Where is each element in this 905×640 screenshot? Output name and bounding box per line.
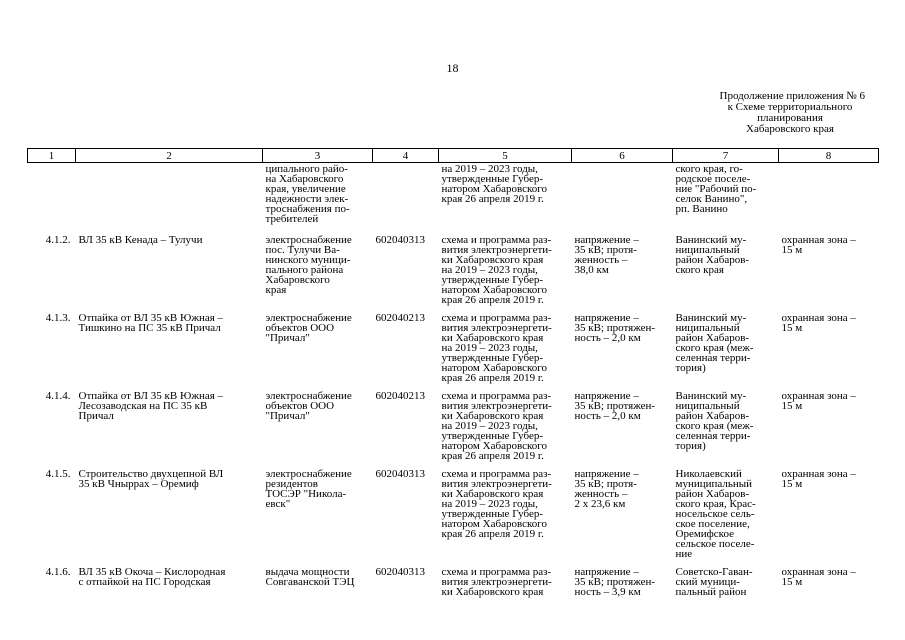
object-code: 602040313 bbox=[375, 234, 425, 246]
appendix-line: планирования bbox=[757, 112, 823, 124]
object-characteristics: напряжение – 35 кВ; протяжен- ность – 3,9 км bbox=[574, 566, 656, 598]
object-zone bbox=[779, 163, 879, 236]
object-characteristics: напряжение – 35 кВ; протяжен- ность – 2,0 км bbox=[574, 390, 656, 422]
object-purpose: электроснабжение резидентов ТОСЭР "Никола- евск" bbox=[265, 468, 352, 510]
object-basis: схема и программа раз- вития электроэнергети- ки Хабаровского края bbox=[441, 566, 552, 598]
object-basis: схема и программа раз- вития электроэнергети- ки Хабаровского края на 2019 – 2023 годы, утвержденные Губер- натором Хабаровского края 26 апреля 2019 г. bbox=[441, 390, 552, 462]
object-location: ского края, го- родское поселе- ние "Рабочий по- селок Ванино", рп. Ванино bbox=[675, 163, 757, 215]
column-header: 2 bbox=[76, 149, 263, 163]
object-location: Николаевский муниципальный район Хабаров- ского края, Крас- носельское сель- ское поселение, Оремифское сельское поселе- ние bbox=[675, 468, 756, 560]
object-purpose: ципального райо- на Хабаровского края, увеличение надежности элек- троснабжения по- требителей bbox=[265, 163, 350, 225]
object-purpose: электроснабжение объектов ООО "Причал" bbox=[265, 312, 352, 344]
object-purpose: электроснабжение пос. Тулучи Ва- нинского муници- пального района Хабаровского края bbox=[265, 234, 352, 296]
object-location: Советско-Гаван- ский муници- пальный район bbox=[675, 566, 753, 598]
object-code: 602040313 bbox=[375, 566, 425, 578]
table-row bbox=[28, 235, 879, 313]
object-basis: схема и программа раз- вития электроэнергети- ки Хабаровского края на 2019 – 2023 годы, утвержденные Губер- натором Хабаровского края 26 апреля 2019 г. bbox=[441, 234, 552, 306]
object-basis: схема и программа раз- вития электроэнергети- ки Хабаровского края на 2019 – 2023 годы, утвержденные Губер- натором Хабаровского края 26 апреля 2019 г. bbox=[441, 312, 552, 384]
object-name bbox=[76, 163, 263, 236]
column-header: 7 bbox=[673, 149, 779, 163]
object-code: 602040313 bbox=[375, 468, 425, 480]
table-row bbox=[28, 313, 879, 391]
object-zone: охранная зона – 15 м bbox=[781, 234, 856, 256]
appendix-header bbox=[690, 91, 890, 135]
object-zone: охранная зона – 15 м bbox=[781, 390, 856, 412]
column-header: 4 bbox=[373, 149, 439, 163]
row-number: 4.1.2. bbox=[45, 234, 71, 246]
object-code: 602040213 bbox=[375, 312, 425, 324]
table-row bbox=[28, 567, 879, 605]
table-row bbox=[28, 469, 879, 567]
row-number: 4.1.3. bbox=[45, 312, 71, 324]
column-header: 6 bbox=[572, 149, 673, 163]
column-header: 8 bbox=[779, 149, 879, 163]
object-name: ВЛ 35 кВ Кенада – Тулучи bbox=[78, 234, 203, 246]
appendix-line: Хабаровского края bbox=[746, 123, 834, 135]
object-location: Ванинский му- ниципальный район Хабаров- ского края (меж- селенная терри- тория) bbox=[675, 390, 754, 452]
column-header: 3 bbox=[263, 149, 373, 163]
object-zone: охранная зона – 15 м bbox=[781, 566, 856, 588]
column-number-row bbox=[28, 149, 879, 163]
continuation-row bbox=[28, 163, 879, 236]
object-characteristics bbox=[572, 163, 673, 236]
column-header: 5 bbox=[439, 149, 572, 163]
row-number: 4.1.5. bbox=[45, 468, 71, 480]
object-name: Отпайка от ВЛ 35 кВ Южная – Тишкино на ПС 35 кВ Причал bbox=[78, 312, 224, 334]
row-number bbox=[28, 163, 76, 236]
object-purpose: электроснабжение объектов ООО "Причал" bbox=[265, 390, 352, 422]
appendix-line: Продолжение приложения № 6 bbox=[719, 90, 865, 102]
object-code bbox=[373, 163, 439, 236]
object-basis: на 2019 – 2023 годы, утвержденные Губер- натором Хабаровского края 26 апреля 2019 г. bbox=[441, 163, 547, 205]
appendix-line: к Схеме территориального bbox=[727, 101, 853, 113]
object-name: Строительство двухцепной ВЛ 35 кВ Чныррах – Оремиф bbox=[78, 468, 224, 490]
object-name: Отпайка от ВЛ 35 кВ Южная – Лесозаводская на ПС 35 кВ Причал bbox=[78, 390, 224, 422]
object-characteristics: напряжение – 35 кВ; протяжен- ность – 2,0 км bbox=[574, 312, 656, 344]
object-basis: схема и программа раз- вития электроэнергети- ки Хабаровского края на 2019 – 2023 годы, утвержденные Губер- натором Хабаровского края 26 апреля 2019 г. bbox=[441, 468, 552, 540]
page-number: 18 bbox=[446, 61, 459, 75]
object-location: Ванинский му- ниципальный район Хабаров- ского края bbox=[675, 234, 750, 276]
object-zone: охранная зона – 15 м bbox=[781, 312, 856, 334]
object-location: Ванинский му- ниципальный район Хабаров- ского края (меж- селенная терри- тория) bbox=[675, 312, 754, 374]
object-name: ВЛ 35 кВ Окоча – Кислородная с отпайкой на ПС Городская bbox=[78, 566, 226, 588]
row-number: 4.1.6. bbox=[45, 566, 71, 578]
object-zone: охранная зона – 15 м bbox=[781, 468, 856, 490]
row-number: 4.1.4. bbox=[45, 390, 71, 402]
object-characteristics: напряжение – 35 кВ; протя- женность – 38,0 км bbox=[574, 234, 639, 276]
object-code: 602040213 bbox=[375, 390, 425, 402]
column-header: 1 bbox=[28, 149, 76, 163]
objects-table bbox=[27, 148, 879, 605]
object-purpose: выдача мощности Совгаванской ТЭЦ bbox=[265, 566, 355, 588]
object-characteristics: напряжение – 35 кВ; протя- женность – 2 х 23,6 км bbox=[574, 468, 639, 510]
table-row bbox=[28, 391, 879, 469]
